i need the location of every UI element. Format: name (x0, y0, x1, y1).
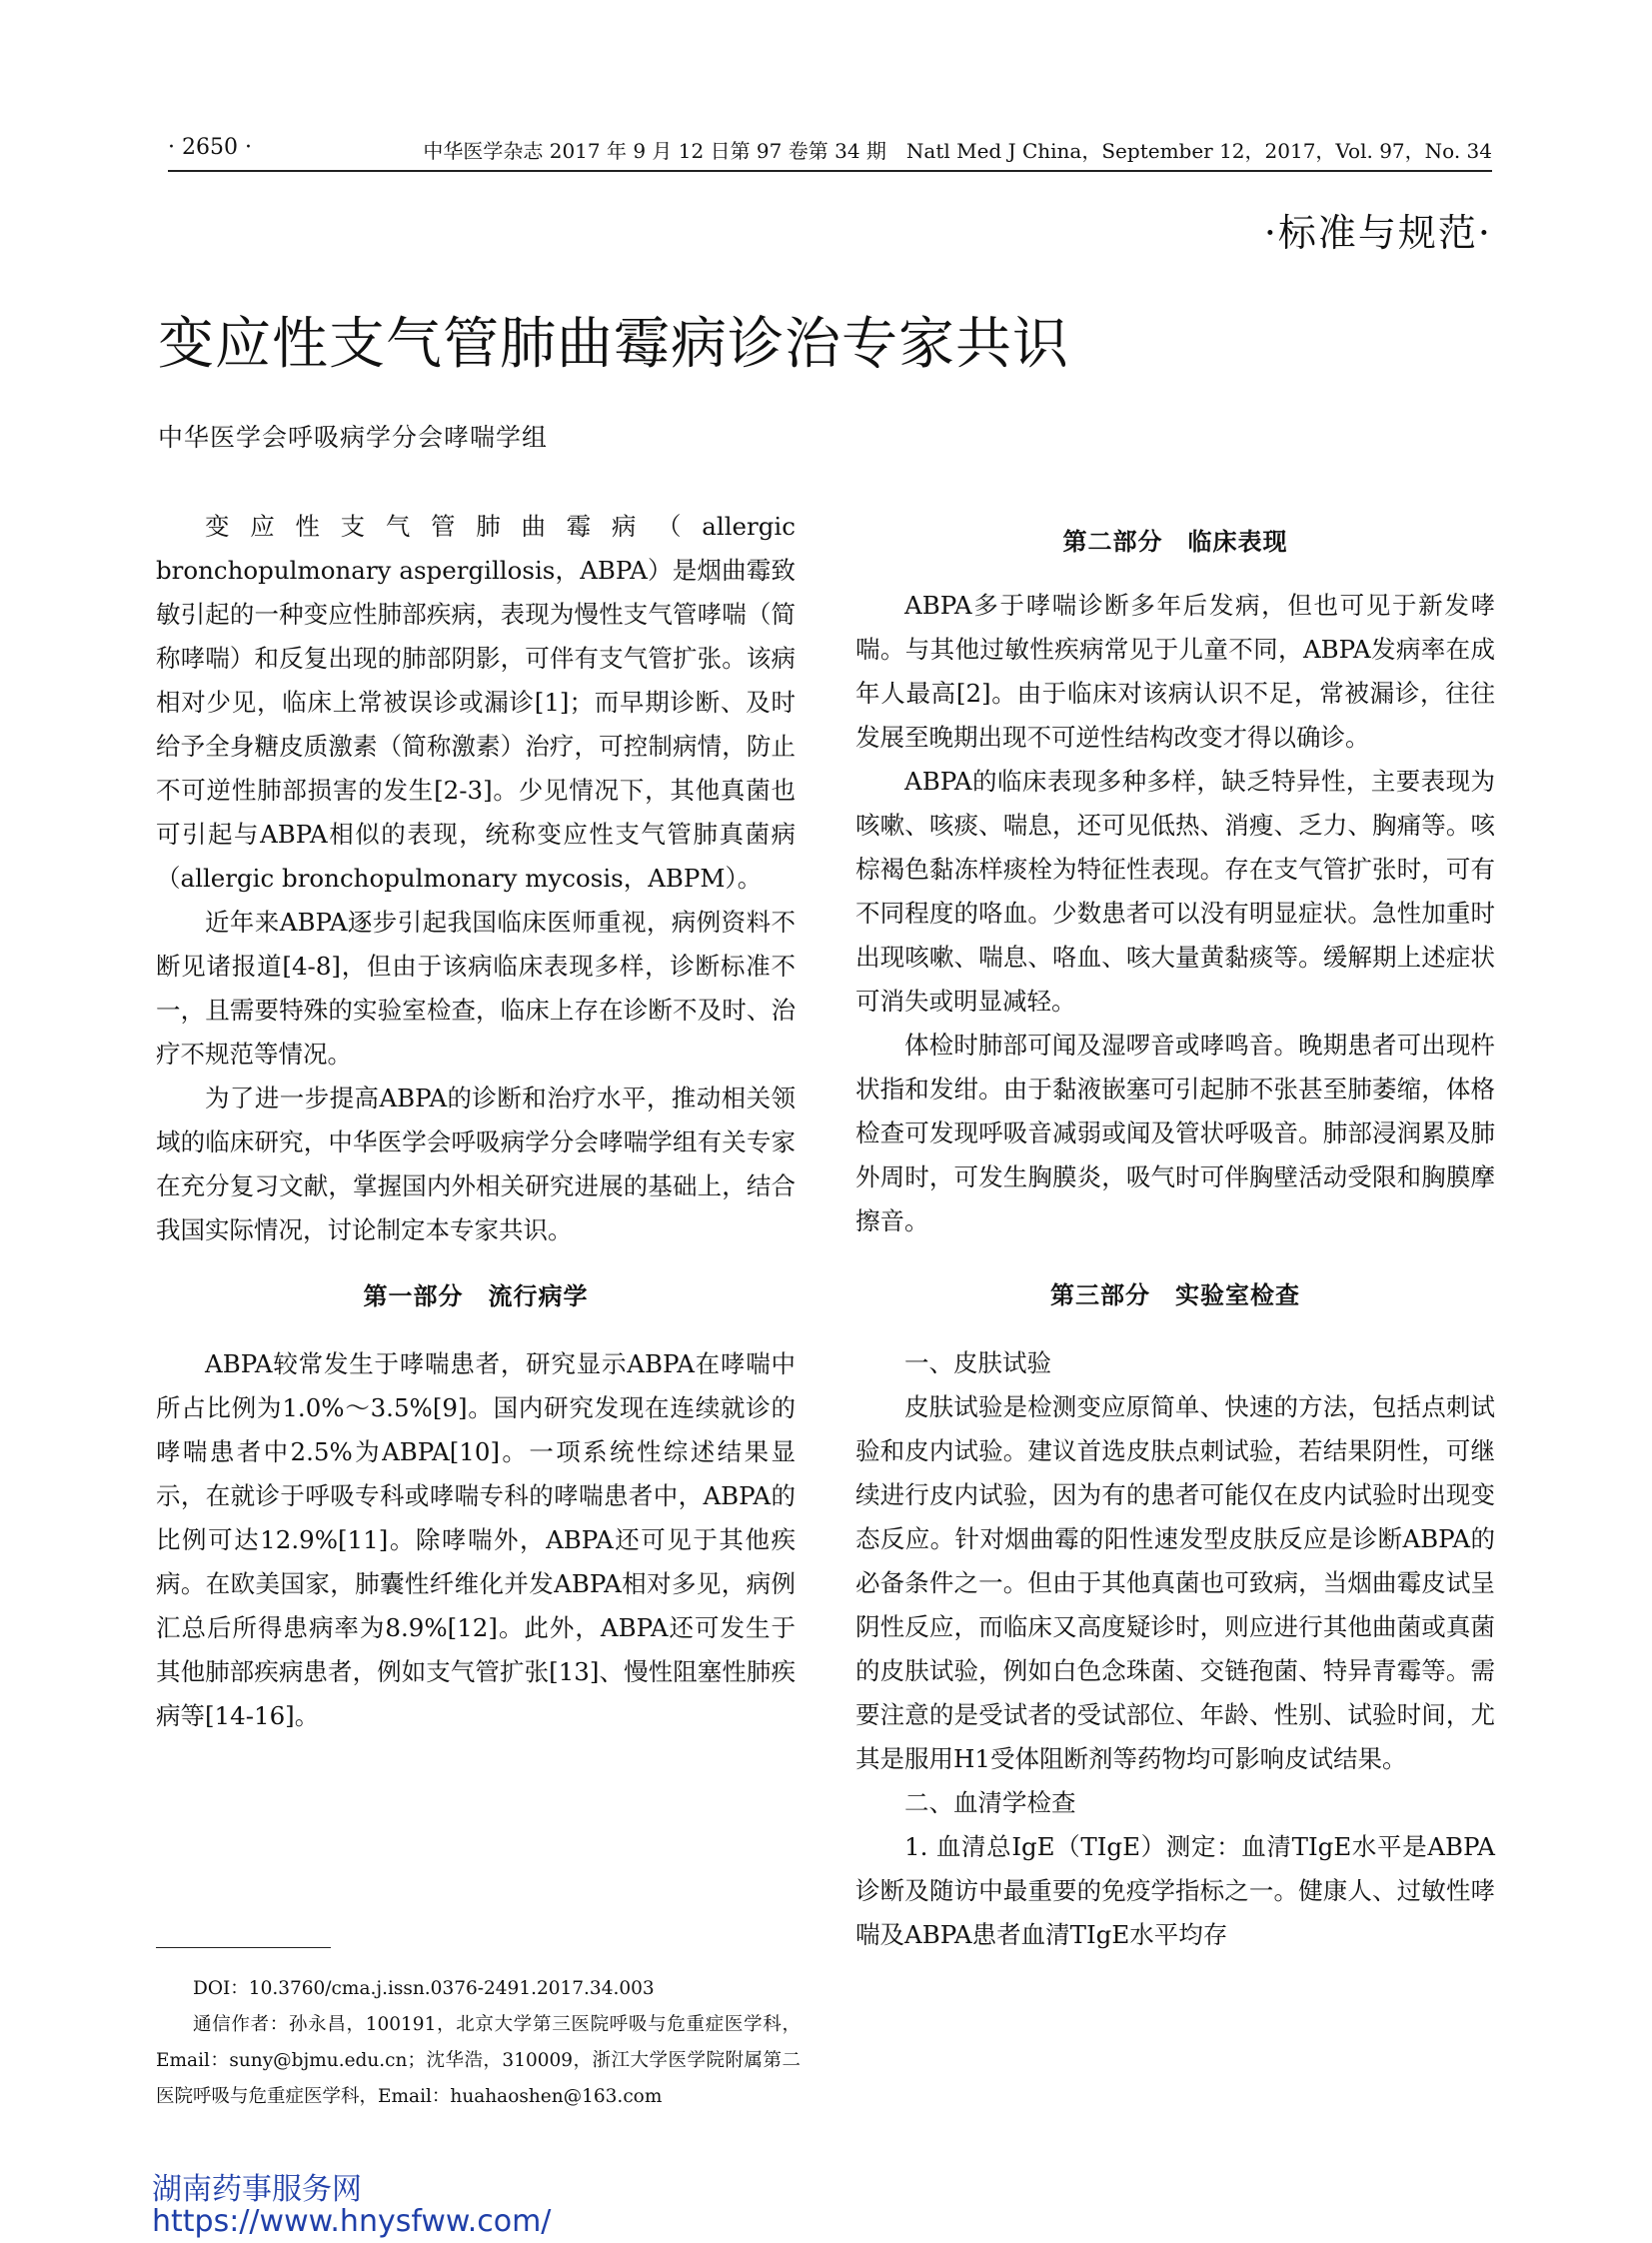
part1-heading: 第一部分 流行病学 (363, 1282, 589, 1310)
article-title: 变应性支气管肺曲霉病诊治专家共识 (158, 312, 1069, 377)
footnotes (156, 1971, 801, 2115)
part3-paragraph-2: 1. 血清总IgE（TIgE）测定：血清TIgE水平是ABPA诊断及随访中最重要的免疫学指标之一。健康人、过敏性哮喘及ABPA患者血清TIgE水平均存 (855, 1832, 1495, 1949)
part3-heading: 第三部分 实验室检查 (1050, 1281, 1300, 1309)
footnote-doi: DOI：10.3760/cma.j.issn.0376-2491.2017.34.003 (193, 1978, 655, 1999)
left-column (156, 505, 796, 1738)
part1-paragraph-1: ABPA较常发生于哮喘患者，研究显示ABPA在哮喘中所占比例为1.0%～3.5%[9]。国内研究发现在连续就诊的哮喘患者中2.5%为ABPA[10]。一项系统性综述结果显示，在就诊于呼吸专科或哮喘专科的哮喘患者中，ABPA的比例可达12.9%[11]。除哮喘外，ABPA还可见于其他疾病。在欧美国家，肺囊性纤维化并发ABPA相对多见，病例汇总后所得患病率为8.9%[12]。此外，ABPA还可发生于其他肺部疾病患者，例如支气管扩张[13]、慢性阻塞性肺疾病等[14-16]。 (156, 1349, 796, 1730)
footnote-divider (156, 1947, 331, 1948)
journal-header: 中华医学杂志 2017 年 9 月 12 日第 97 卷第 34 期 Natl Med J China，September 12，2017，Vol. 97，No. 34 (423, 139, 1492, 163)
part2-paragraph-1: ABPA多于哮喘诊断多年后发病，但也可见于新发哮喘。与其他过敏性疾病常见于儿童不同，ABPA发病率在成年人最高[2]。由于临床对该病认识不足，常被漏诊，往往发展至晚期出现不可逆性结构改变才得以确诊。 (855, 591, 1495, 752)
section-tag: ·标准与规范· (1263, 211, 1492, 255)
part2-paragraph-3: 体检时肺部可闻及湿啰音或哮鸣音。晚期患者可出现杵状指和发绀。由于黏液嵌塞可引起肺不张甚至肺萎缩，体格检查可发现呼吸音减弱或闻及管状呼吸音。肺部浸润累及肺外周时，可发生胸膜炎，吸气时可伴胸壁活动受限和胸膜摩擦音。 (855, 1031, 1495, 1235)
watermark-url-link[interactable]: https://www.hnysfww.com/ (152, 2204, 552, 2239)
intro-paragraph-2: 近年来ABPA逐步引起我国临床医师重视，病例资料不断见诸报道[4-8]，但由于该病临床表现多样，诊断标准不一，且需要特殊的实验室检查，临床上存在诊断不及时、治疗不规范等情况。 (156, 908, 796, 1069)
right-column (855, 520, 1495, 1957)
intro-paragraph-1: 变应性支气管肺曲霉病（allergic bronchopulmonary aspergillosis，ABPA）是烟曲霉致敏引起的一种变应性肺部疾病，表现为慢性支气管哮喘（简称哮喘）和反复出现的肺部阴影，可伴有支气管扩张。该病相对少见，临床上常被误诊或漏诊[1]；而早期诊断、及时给予全身糖皮质激素（简称激素）治疗，可控制病情，防止不可逆性肺部损害的发生[2-3]。少见情况下，其他真菌也可引起与ABPA相似的表现，统称变应性支气管肺真菌病（allergic bronchopulmonary mycosis，ABPM）。 (156, 512, 796, 893)
part3-subheading-2: 二、血清学检查 (904, 1788, 1076, 1817)
intro-paragraph-3: 为了进一步提高ABPA的诊断和治疗水平，推动相关领域的临床研究，中华医学会呼吸病学分会哮喘学组有关专家在充分复习文献，掌握国内外相关研究进展的基础上，结合我国实际情况，讨论制定本专家共识。 (156, 1084, 796, 1244)
part2-heading: 第二部分 临床表现 (1062, 528, 1288, 556)
part3-subheading-1: 一、皮肤试验 (904, 1348, 1051, 1377)
part3-paragraph-1: 皮肤试验是检测变应原简单、快速的方法，包括点刺试验和皮内试验。建议首选皮肤点刺试验，若结果阴性，可继续进行皮内试验，因为有的患者可能仅在皮内试验时出现变态反应。针对烟曲霉的阳性速发型皮肤反应是诊断ABPA的必备条件之一。但由于其他真菌也可致病，当烟曲霉皮试呈阴性反应，而临床又高度疑诊时，则应进行其他曲菌或真菌的皮肤试验，例如白色念珠菌、交链孢菌、特异青霉等。需要注意的是受试者的受试部位、年龄、性别、试验时间，尤其是服用H1受体阻断剂等药物均可影响皮试结果。 (855, 1392, 1495, 1773)
part2-paragraph-2: ABPA的临床表现多种多样，缺乏特异性，主要表现为咳嗽、咳痰、喘息，还可见低热、消瘦、乏力、胸痛等。咳棕褐色黏冻样痰栓为特征性表现。存在支气管扩张时，可有不同程度的咯血。少数患者可以没有明显症状。急性加重时出现咳嗽、喘息、咯血、咳大量黄黏痰等。缓解期上述症状可消失或明显减轻。 (855, 767, 1495, 1016)
footnote-correspondence: 通信作者：孙永昌，100191，北京大学第三医院呼吸与危重症医学科，Email：suny@bjmu.edu.cn；沈华浩，310009，浙江大学医学院附属第二医院呼吸与危重症医学科，Email：huahaoshen@163.com (156, 2014, 801, 2107)
author-group: 中华医学会呼吸病学分会哮喘学组 (158, 423, 549, 452)
header-divider (168, 170, 1492, 172)
watermark-site-name: 湖南药事服务网 (152, 2172, 362, 2207)
page-number: · 2650 · (168, 135, 252, 160)
